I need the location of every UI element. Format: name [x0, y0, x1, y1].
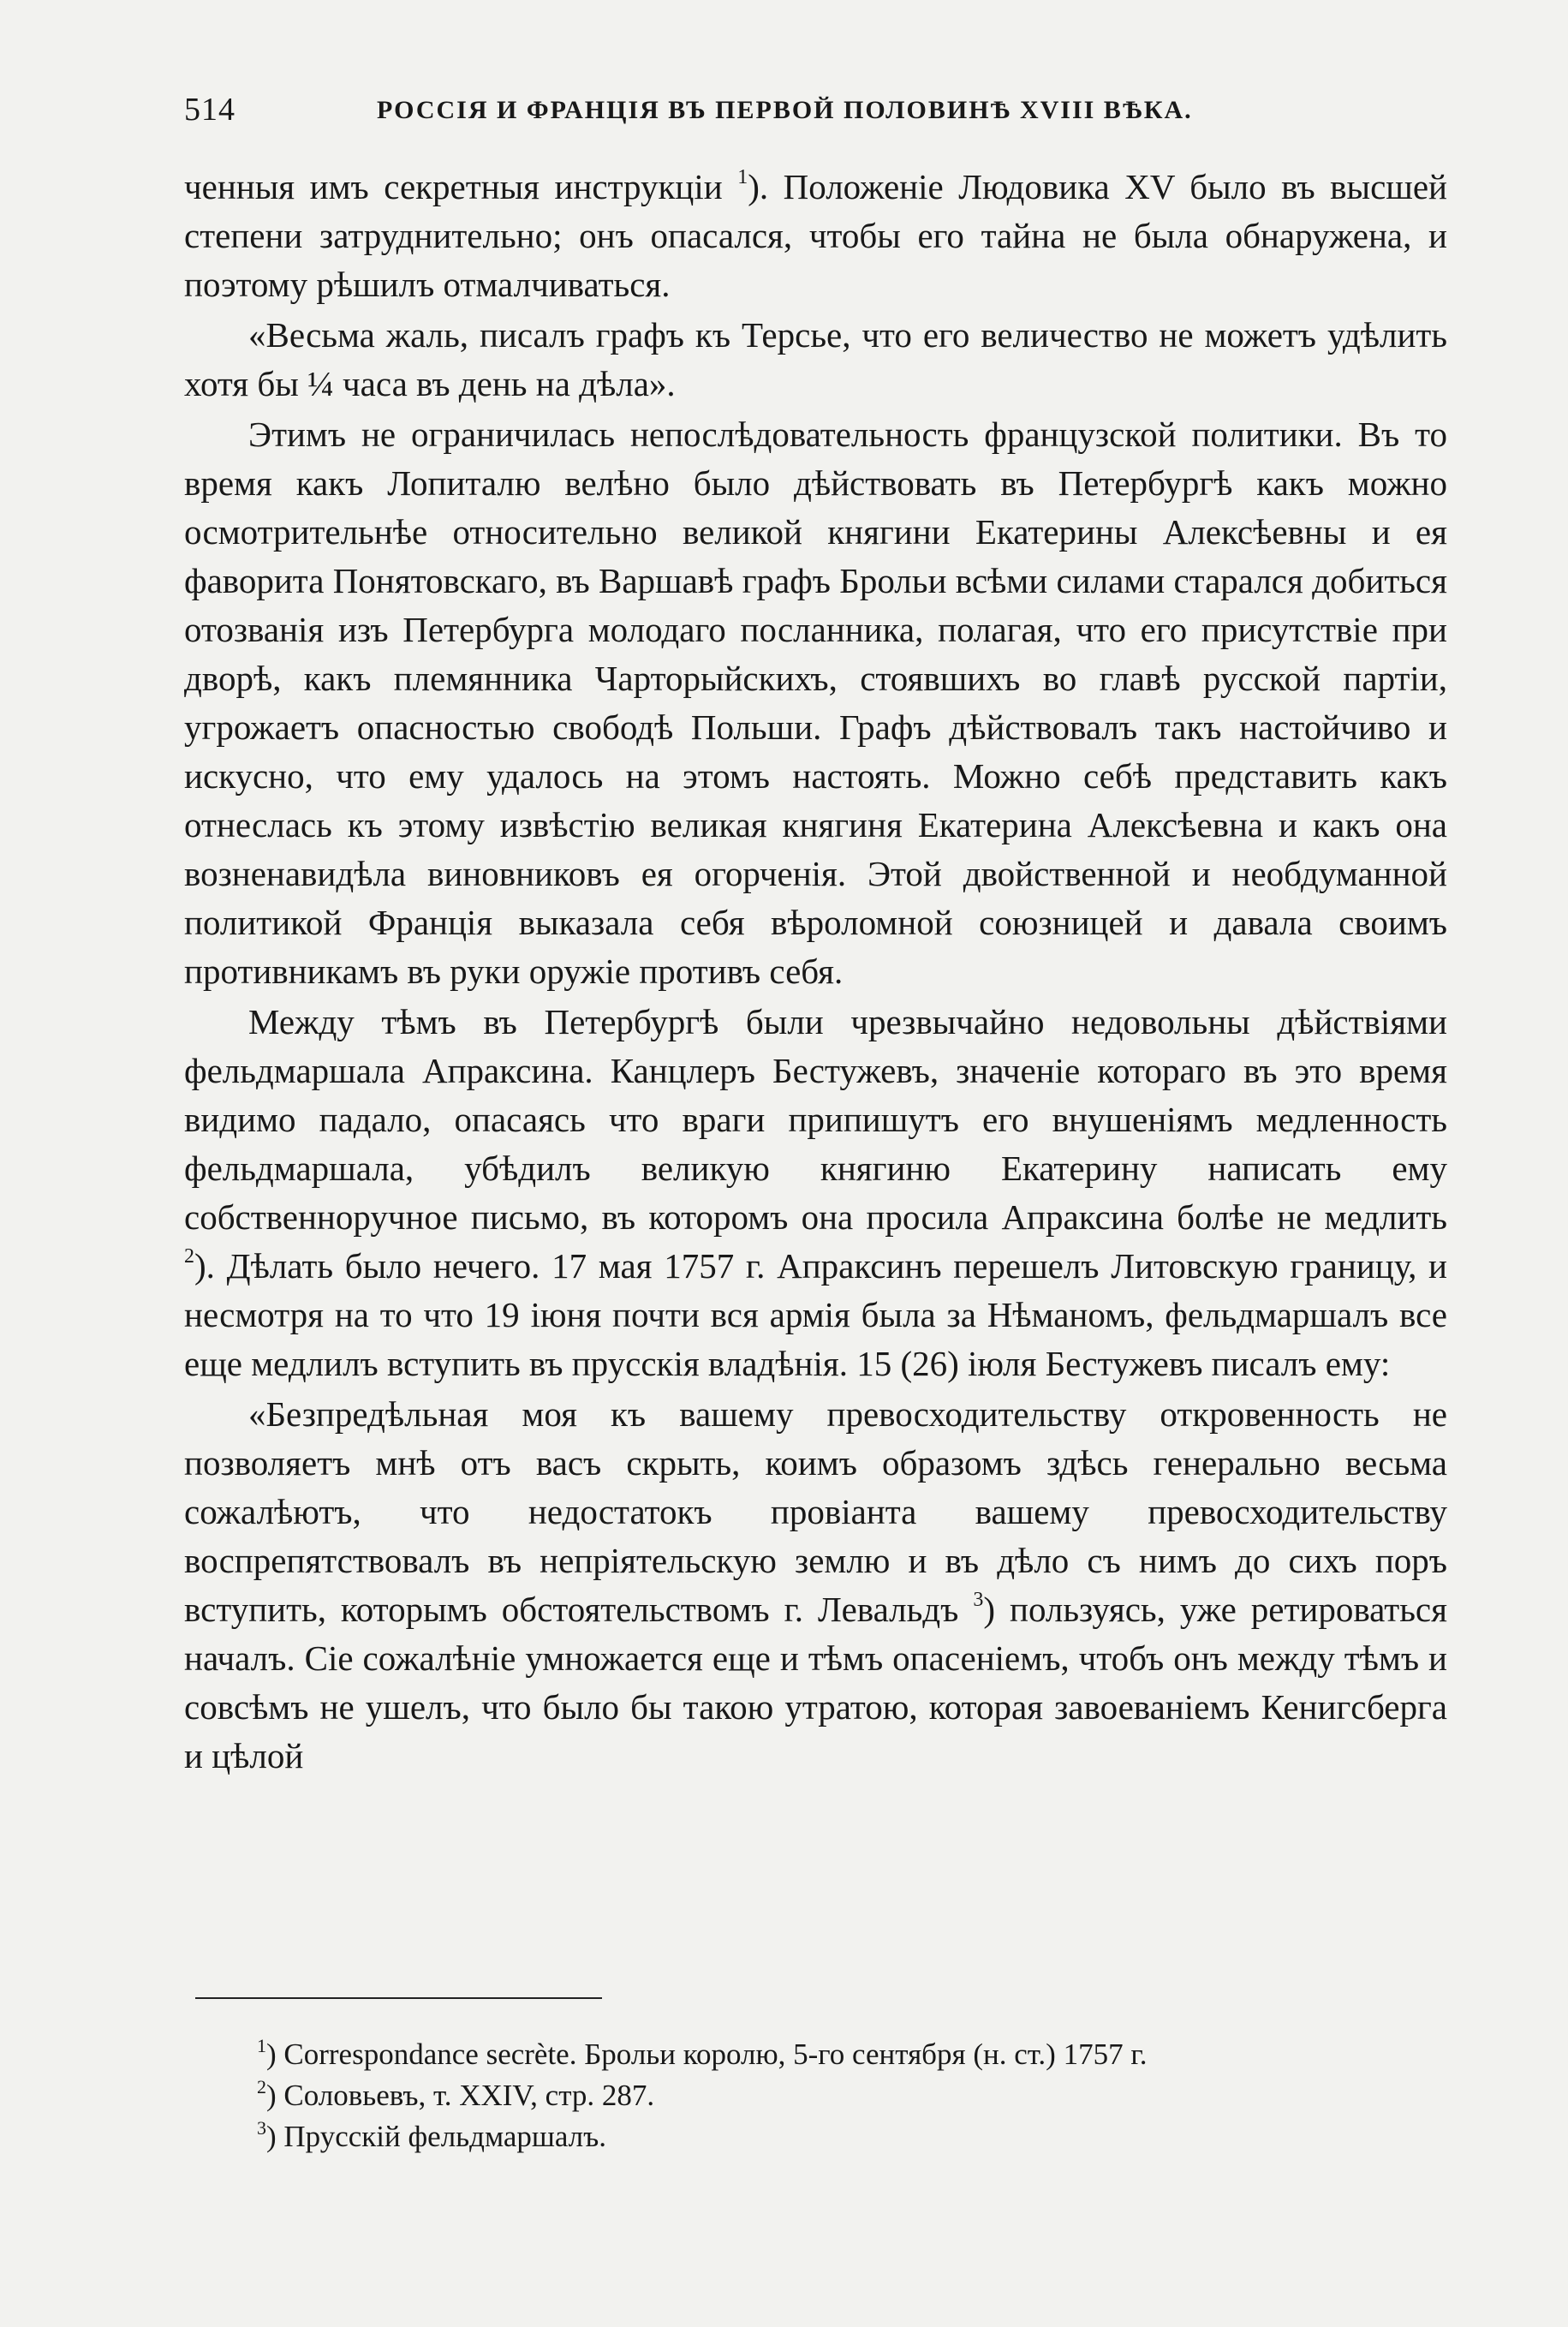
- footnote-ref-3: 3: [973, 1589, 984, 1611]
- paragraph-5: [184, 1390, 1447, 1781]
- paragraph-3: Этимъ не ограничилась непослѣдовательность французской политики. Въ то время какъ Лопиталю велѣно было дѣйствовать въ Петербургѣ какъ можно осмотрительнѣе относительно великой княгини Екатерины Алексѣевны и ея фаворита Понятовскаго, въ Варшавѣ графъ Брольи всѣми силами старался добиться отозванія изъ Петербурга молодаго посланника, полагая, что его присутствіе при дворѣ, какъ племянника Чарторыйскихъ, стоявшихъ во главѣ русской партіи, угрожаетъ опасностью свободѣ Польши. Графъ дѣйствовалъ такъ настойчиво и искусно, что ему удалось на этомъ настоять. Можно себѣ представить какъ отнеслась къ этому извѣстію великая княгиня Екатерина Алексѣевна и какъ она возненавидѣла виновниковъ ея огорченія. Этой двойственной и необдуманной политикой Франція выказала себя вѣроломной союзницей и давала своимъ противникамъ въ руки оружіе противъ себя.: [184, 415, 1447, 991]
- paragraph-4-text-b: ). Дѣлать было нечего. 17 мая 1757 г. Апраксинъ перешелъ Литовскую границу, и несмотря на то что 19 іюня почти вся армія была за Нѣманомъ, фельдмаршалъ все еще медлилъ вступить въ прусскія владѣнія. 15 (26) іюля Бестужевъ писалъ ему:: [184, 1246, 1447, 1383]
- footnotes: [257, 2034, 1456, 2157]
- footnote-2-text: ) Соловьевъ, т. XXIV, стр. 287.: [266, 2079, 655, 2112]
- page-number: 514: [184, 92, 235, 128]
- page-header: [184, 91, 1447, 134]
- footnote-divider: [195, 1997, 602, 1999]
- footnote-2-mark: 2: [257, 2076, 266, 2097]
- footnote-ref-1: 1: [737, 166, 748, 188]
- footnote-3-text: ) Прусскій фельдмаршалъ.: [266, 2120, 606, 2153]
- running-title: РОССІЯ И ФРАНЦІЯ ВЪ ПЕРВОЙ ПОЛОВИНѢ XVIII ВѢКА.: [377, 96, 1193, 124]
- footnote-1-mark: 1: [257, 2035, 266, 2056]
- paragraph-5-text-a: «Безпредѣльная моя къ вашему превосходительству откровенность не позволяетъ мнѣ отъ васъ скрыть, коимъ образомъ здѣсь генерально весьма сожалѣютъ, что недостатокъ провіанта вашему превосходительству воспрепятствовалъ въ непріятельскую землю и въ дѣло съ нимъ до сихъ поръ вступить, которымъ обстоятельствомъ г. Левальдъ: [184, 1394, 1447, 1629]
- footnote-ref-2: 2: [184, 1245, 194, 1268]
- footnote-3: [257, 2116, 1456, 2157]
- paragraph-2: [184, 311, 1447, 409]
- paragraph-4-text-a: Между тѣмъ въ Петербургѣ были чрезвычайно недовольны дѣйствіями фельдмаршала Апраксина. Канцлеръ Бестужевъ, значеніе котораго въ это время видимо падало, опасаясь что враги припишутъ его внушеніямъ медленность фельдмаршала, убѣдилъ великую княгиню Екатерину написать ему собственноручное письмо, въ которомъ она просила Апраксина болѣе не медлить: [184, 1002, 1447, 1237]
- body-text: [184, 163, 1447, 1781]
- footnote-1: [257, 2034, 1456, 2075]
- fraction-quarter: ¼: [307, 364, 334, 403]
- footnote-1-text: ) Correspondance secrète. Брольи королю, 5-го сентября (н. ст.) 1757 г.: [266, 2038, 1148, 2071]
- paragraph-1-text-b: ). Положеніе Людовика XV было въ высшей степени затруднительно; онъ опасался, чтобы его тайна не была обнаружена, и поэтому рѣшилъ отмалчиваться.: [184, 167, 1447, 304]
- paragraph-2-text-b: часа въ день на дѣла».: [333, 364, 676, 403]
- paragraph-5-text-b: ) пользуясь, уже ретироваться началъ. Сіе сожалѣніе умножается еще и тѣмъ опасеніемъ, чтобъ онъ между тѣмъ и совсѣмъ не ушелъ, что было бы такою утратою, которая завоеваніемъ Кенигсберга и цѣлой: [184, 1590, 1447, 1775]
- paragraph-2-text-a: «Весьма жаль, писалъ графъ къ Терсье, что его величество не можетъ удѣлить хотя бы: [184, 315, 1447, 403]
- paragraph-1: [184, 163, 1447, 309]
- footnote-2: [257, 2075, 1456, 2116]
- paragraph-1-text-a: ченныя имъ секретныя инструкціи: [184, 167, 738, 206]
- paragraph-4: [184, 998, 1447, 1388]
- footnote-3-mark: 3: [257, 2117, 266, 2139]
